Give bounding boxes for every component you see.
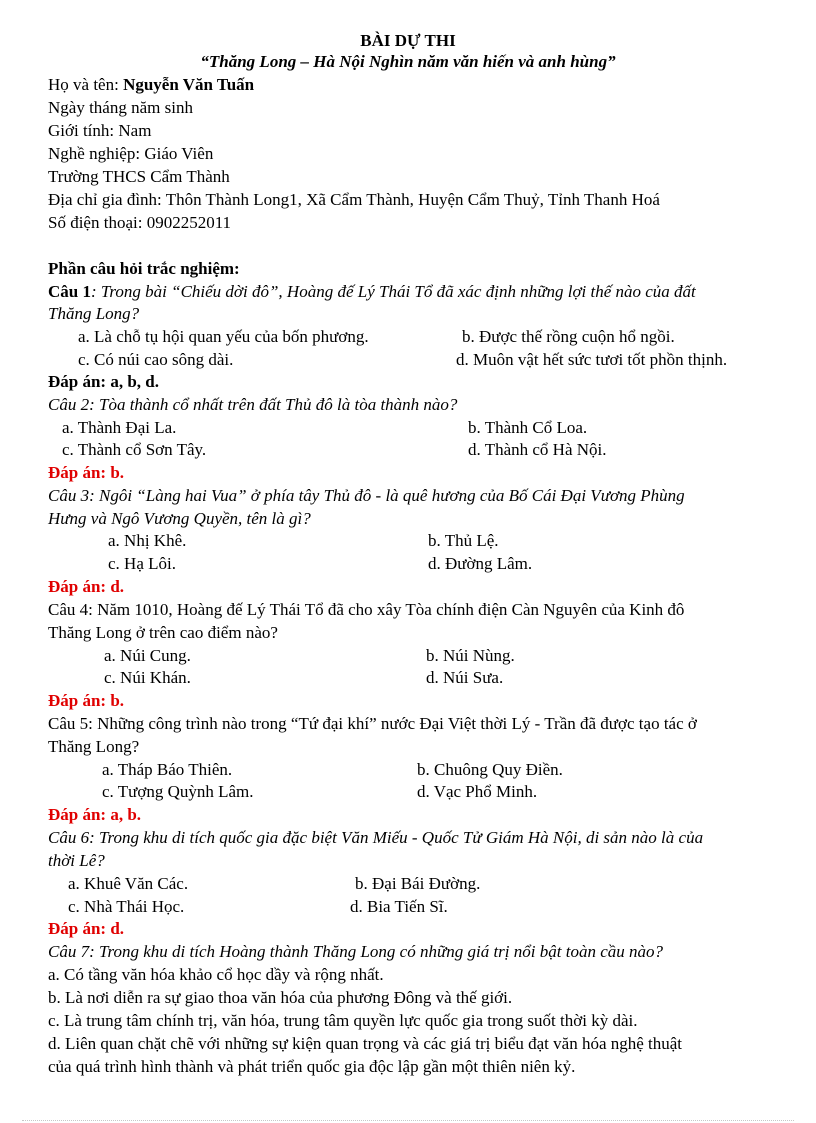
name-line [48,74,254,96]
q2-option-c: c. Thành cổ Sơn Tây. [62,440,207,459]
q3-option-a: a. Nhị Khê. [108,531,187,550]
q4-option-d: d. Núi Sưa. [426,668,504,687]
q5-text-line1: Câu 5: Những công trình nào trong “Tứ đại khí” nước Đại Việt thời Lý - Trần đã được tạo tác ở [48,714,697,733]
q1-text: : Trong bài “Chiếu dời đô”, Hoàng đế Lý Thái Tổ đã xác định những lợi thế nào của đất [90,282,696,301]
q6-option-d: d. Bia Tiến Sĩ. [350,897,448,916]
q1-option-a: a. Là chỗ tụ hội quan yếu của bốn phương. [78,327,369,346]
q6-option-b: b. Đại Bái Đường. [355,874,481,893]
school-line: Trường THCS Cẩm Thành [48,167,230,186]
q6-option-a: a. Khuê Văn Các. [68,874,189,893]
q1-option-d: d. Muôn vật hết sức tươi tốt phồn thịnh. [456,350,728,369]
phone-line: Số điện thoại: 0902252011 [48,213,232,232]
address-line: Địa chỉ gia đình: Thôn Thành Long1, Xã Cẩm Thành, Huyện Cẩm Thuỷ, Tỉnh Thanh Hoá [48,190,660,209]
section-title: Phần câu hỏi trắc nghiệm: [48,259,240,278]
q6-answer: Đáp án: d. [48,919,125,938]
q3-option-c: c. Hạ Lôi. [108,554,176,573]
name-value: Nguyễn Văn Tuấn [123,75,255,94]
gender-line: Giới tính: Nam [48,121,152,140]
q3-option-d: d. Đường Lâm. [428,554,533,573]
q7-text: Câu 7: Trong khu di tích Hoàng thành Thăng Long có những giá trị nổi bật toàn cầu nào? [48,942,663,961]
q1-text-line2: Thăng Long? [48,304,140,323]
q7-option-b: b. Là nơi diễn ra sự giao thoa văn hóa của phương Đông và thế giới. [48,988,513,1007]
dob-line: Ngày tháng năm sinh [48,98,193,117]
q2-text: Câu 2: Tòa thành cổ nhất trên đất Thủ đô là tòa thành nào? [48,395,458,414]
q2-answer: Đáp án: b. [48,463,125,482]
q1-option-b: b. Được thế rồng cuộn hổ ngồi. [462,327,675,346]
q7-option-d-line2: của quá trình hình thành và phát triển quốc gia độc lập gần một thiên niên kỷ. [48,1057,576,1076]
q6-option-c: c. Nhà Thái Học. [68,897,185,916]
document-subtitle: “Thăng Long – Hà Nội Nghìn năm văn hiến và anh hùng” [200,52,616,71]
name-label: Họ và tên: [48,75,119,94]
q2-option-b: b. Thành Cổ Loa. [468,418,588,437]
document-title: BÀI DỰ THI [360,31,456,50]
q4-option-c: c. Núi Khán. [104,668,191,687]
q1-text-line1 [48,281,696,303]
q7-option-c: c. Là trung tâm chính trị, văn hóa, trung tâm quyền lực quốc gia trong suốt thời kỳ dài. [48,1011,638,1030]
page-bottom-divider [22,1120,794,1121]
q3-text-line1: Câu 3: Ngôi “Làng hai Vua” ở phía tây Thủ đô - là quê hương của Bố Cái Đại Vương Phùng [48,486,685,505]
q3-text-line2: Hưng và Ngô Vương Quyền, tên là gì? [48,509,311,528]
q1-answer: Đáp án: a, b, d. [48,372,160,391]
job-line: Nghề nghiệp: Giáo Viên [48,144,214,163]
q1-label: Câu 1 [48,282,91,301]
q4-text-line1: Câu 4: Năm 1010, Hoàng đế Lý Thái Tổ đã cho xây Tòa chính điện Càn Nguyên của Kinh đô [48,600,685,619]
q4-answer: Đáp án: b. [48,691,125,710]
q1-option-c: c. Có núi cao sông dài. [78,350,234,369]
q5-option-c: c. Tượng Quỳnh Lâm. [102,782,254,801]
q7-option-a: a. Có tầng văn hóa khảo cổ học dầy và rộng nhất. [48,965,384,984]
q4-text-line2: Thăng Long ở trên cao điểm nào? [48,623,278,642]
q5-option-b: b. Chuông Quy Điền. [417,760,563,779]
q6-text-line1: Câu 6: Trong khu di tích quốc gia đặc biệt Văn Miếu - Quốc Tử Giám Hà Nội, di sản nào là của [48,828,704,847]
q2-option-d: d. Thành cổ Hà Nội. [468,440,607,459]
q7-option-d-line1: d. Liên quan chặt chẽ với những sự kiện quan trọng và các giá trị biểu đạt văn hóa nghệ thuật [48,1034,683,1053]
q4-option-b: b. Núi Nùng. [426,646,515,665]
q2-option-a: a. Thành Đại La. [62,418,177,437]
q6-text-line2: thời Lê? [48,851,105,870]
q3-answer: Đáp án: d. [48,577,125,596]
q5-option-d: d. Vạc Phổ Minh. [417,782,538,801]
q5-option-a: a. Tháp Báo Thiên. [102,760,233,779]
q5-answer: Đáp án: a, b. [48,805,142,824]
q3-option-b: b. Thủ Lệ. [428,531,499,550]
q4-option-a: a. Núi Cung. [104,646,191,665]
q5-text-line2: Thăng Long? [48,737,140,756]
